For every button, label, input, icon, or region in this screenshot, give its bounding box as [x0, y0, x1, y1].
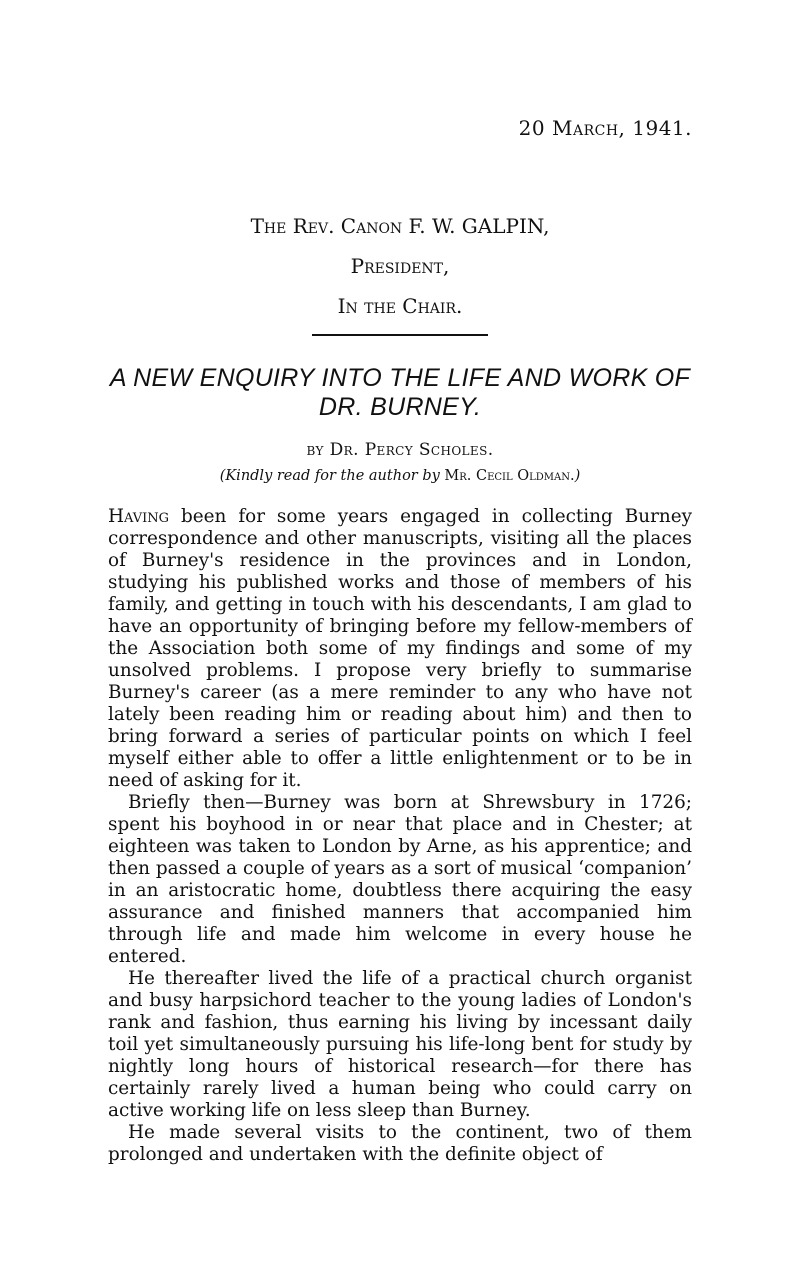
chair-position: In the Chair.: [337, 294, 463, 318]
document-page: [108, 0, 692, 1280]
paragraph-3: He thereafter lived the life of a practical church organist and busy harpsichord teacher to the young ladies of London's rank and fashion, thus earning his living by incessant daily toil yet simultaneously pursuing his life-long bent for study by nightly long hours of historical research—for there has certainly rarely lived a human being who could carry on active working life on less sleep than Burney.: [108, 968, 692, 1121]
paragraph-lead-word: Having: [108, 506, 170, 527]
article-title: A NEW ENQUIRY INTO THE LIFE AND WORK OF DR. BURNEY.: [109, 364, 691, 421]
reader-note-prefix: (Kindly read for the author by: [219, 468, 445, 484]
chair-role: President,: [350, 254, 450, 278]
paragraph-1-text: been for some years engaged in collecting Burney correspondence and other manuscripts, visiting all the places of Burney's residence in the provinces and in London, studying his published works and those of members of his family, and getting in touch with his descendants, I am glad to have an opportunity of bringing before my fellow-members of the Association both some of my findings and some of my unsolved problems. I propose very briefly to summarise Burney's career (as a mere reminder to any who have not lately been reading him or reading about him) and then to bring forward a series of particular points on which I feel myself either able to offer a little enlightenment or to be in need of asking for it.: [108, 506, 692, 791]
article-body: [108, 506, 692, 1166]
paragraph-4: He made several visits to the continent, two of them prolonged and undertaken with the definite object of: [108, 1122, 692, 1165]
chair-block: [108, 208, 692, 324]
reader-note: [108, 468, 692, 484]
paragraph-1: [108, 506, 692, 792]
chair-name: The Rev. Canon F. W. GALPIN,: [250, 214, 550, 238]
paragraph-2: Briefly then—Burney was born at Shrewsbury in 1726; spent his boyhood in or near that place and in Chester; at eighteen was taken to London by Arne, as his apprentice; and then passed a couple of years as a sort of musical ‘companion’ in an aristocratic home, doubtless there acquiring the easy assurance and finished manners that accompanied him through life and made him welcome in every house he entered.: [108, 792, 692, 967]
reader-note-suffix: ): [574, 468, 581, 484]
reader-name: Mr. Cecil Oldman.: [444, 468, 575, 484]
section-divider: [312, 334, 488, 336]
meeting-date: 20 March, 1941.: [518, 116, 692, 140]
author-byline: by Dr. Percy Scholes.: [306, 440, 494, 460]
